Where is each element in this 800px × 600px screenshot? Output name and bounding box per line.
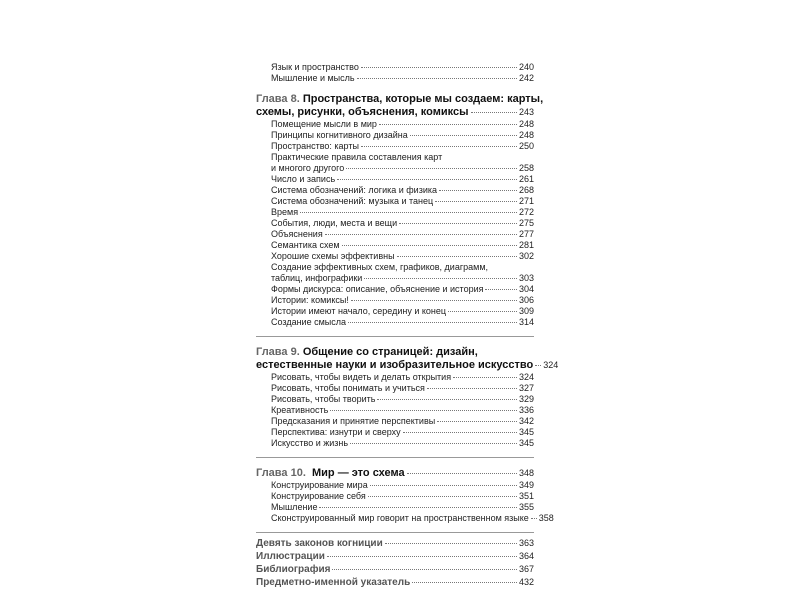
dot-leader xyxy=(453,377,517,378)
toc-entry-title: Формы дискурса: описание, объяснение и история xyxy=(271,284,484,294)
toc-entry-title: Объяснения xyxy=(271,229,323,239)
toc-page-number: 242 xyxy=(518,73,534,83)
dot-leader xyxy=(348,322,517,323)
toc-page-number: 367 xyxy=(518,564,534,574)
back-matter xyxy=(256,537,534,589)
dot-leader xyxy=(319,507,517,508)
dot-leader xyxy=(379,124,517,125)
toc-entry xyxy=(256,394,534,405)
toc-page-number: 327 xyxy=(518,383,534,393)
toc-entry-title: Рисовать, чтобы творить xyxy=(271,394,376,404)
dot-leader xyxy=(403,432,517,433)
toc-page-number: 277 xyxy=(518,229,534,239)
toc-entry xyxy=(256,207,534,218)
dot-leader xyxy=(427,388,517,389)
chapter-heading-row xyxy=(256,106,534,119)
section-divider xyxy=(256,532,534,533)
toc-entry-title: Рисовать, чтобы понимать и учиться xyxy=(271,383,425,393)
toc-entry-title-line: Практические правила составления карт xyxy=(271,152,443,162)
toc-entry xyxy=(256,273,534,284)
toc-entry-title: Истории имеют начало, середину и конец xyxy=(271,306,447,316)
toc-entry xyxy=(256,372,534,383)
dot-leader xyxy=(350,443,517,444)
toc-entry xyxy=(256,130,534,141)
toc-page-number: 351 xyxy=(518,491,534,501)
toc-entry-title: Мышление и мысль xyxy=(271,73,355,83)
toc-entry-title: Сконструированный мир говорит на пространственном языке xyxy=(271,513,529,523)
toc-entry-title: Искусство и жизнь xyxy=(271,438,349,448)
dot-leader xyxy=(368,496,517,497)
chapter-title: Общение со страницей: дизайн, xyxy=(302,346,478,358)
chapter-heading-row xyxy=(256,467,534,480)
dot-leader xyxy=(364,278,517,279)
toc-entry xyxy=(256,438,534,449)
toc-page-number: 309 xyxy=(518,306,534,316)
chapter-title: Пространства, которые мы создаем: карты, xyxy=(302,93,544,105)
dot-leader xyxy=(531,518,537,519)
toc-entry-title: Конструирование себя xyxy=(271,491,366,501)
toc-page-number: 303 xyxy=(518,273,534,283)
dot-leader xyxy=(346,168,517,169)
toc-page-number: 275 xyxy=(518,218,534,228)
toc-entry-title: Язык и пространство xyxy=(271,62,359,72)
toc-page-number: 261 xyxy=(518,174,534,184)
dot-leader xyxy=(485,289,516,290)
toc-page-number: 304 xyxy=(518,284,534,294)
toc-entry-title: Библиография xyxy=(256,564,331,575)
chapter-block xyxy=(256,346,559,449)
dot-leader xyxy=(300,212,517,213)
toc-page-number: 248 xyxy=(518,119,534,129)
toc-entry xyxy=(256,317,534,328)
toc-page-number: 258 xyxy=(518,163,534,173)
toc-page-number: 336 xyxy=(518,405,534,415)
toc-entry xyxy=(256,119,534,130)
toc-entry xyxy=(256,295,534,306)
dot-leader xyxy=(357,78,517,79)
chapter-label: Глава 9. xyxy=(256,346,303,358)
toc-page-number: 324 xyxy=(518,372,534,382)
toc-entry xyxy=(256,62,534,73)
toc-entry-title: Предсказания и принятие перспективы xyxy=(271,416,436,426)
chapter-page-number: 348 xyxy=(518,468,534,478)
toc-entry xyxy=(256,513,554,524)
toc-page-number: 355 xyxy=(518,502,534,512)
toc-entry xyxy=(256,502,534,513)
toc-entry xyxy=(256,73,534,84)
dot-leader xyxy=(412,582,517,583)
chapter-title: Мир — это схема xyxy=(312,467,405,479)
dot-leader xyxy=(535,365,541,366)
chapter-heading xyxy=(256,93,544,106)
toc-entry-title: Пространство: карты xyxy=(271,141,359,151)
dot-leader xyxy=(351,300,517,301)
toc-entry-title: Система обозначений: музыка и танец xyxy=(271,196,434,206)
dot-leader xyxy=(471,112,517,113)
toc-entry-title: и многого другого xyxy=(271,163,345,173)
toc-page-number: 364 xyxy=(518,551,534,561)
back-matter-entry xyxy=(256,550,534,563)
toc-entry-title: Число и запись xyxy=(271,174,336,184)
dot-leader xyxy=(407,473,517,474)
toc-page-number: 272 xyxy=(518,207,534,217)
toc-entry-title: Принципы когнитивного дизайна xyxy=(271,130,408,140)
dot-leader xyxy=(332,569,517,570)
dot-leader xyxy=(435,201,517,202)
toc-entry-title: Мышление xyxy=(271,502,318,512)
section-divider xyxy=(256,457,534,458)
toc-entry-title: Семантика схем xyxy=(271,240,340,250)
chapter-title: естественные науки и изобразительное искусство xyxy=(256,359,534,371)
toc-entry-title: События, люди, места и вещи xyxy=(271,218,398,228)
toc-entry xyxy=(256,405,534,416)
chapter-label: Глава 10. xyxy=(256,467,312,479)
dot-leader xyxy=(410,135,517,136)
dot-leader xyxy=(361,146,517,147)
toc-entry xyxy=(256,480,534,491)
toc-entry xyxy=(256,141,534,152)
toc-entry xyxy=(256,185,534,196)
table-of-contents xyxy=(256,62,559,589)
chapter-title: схемы, рисунки, объяснения, комиксы xyxy=(256,106,469,118)
chapter-block xyxy=(256,467,554,524)
toc-entry-title: Время xyxy=(271,207,299,217)
back-matter-entry xyxy=(256,563,534,576)
toc-entry xyxy=(256,218,534,229)
dot-leader xyxy=(327,556,517,557)
toc-entry xyxy=(256,229,534,240)
toc-entry-title: Девять законов когниции xyxy=(256,538,383,549)
toc-entry xyxy=(256,240,534,251)
dot-leader xyxy=(361,67,517,68)
toc-entry-title: Конструирование мира xyxy=(271,480,368,490)
toc-entry-title: Предметно-именной указатель xyxy=(256,577,411,588)
dot-leader xyxy=(399,223,517,224)
toc-page-number: 306 xyxy=(518,295,534,305)
toc-page-number: 240 xyxy=(518,62,534,72)
toc-entry xyxy=(256,251,534,262)
dot-leader xyxy=(337,179,517,180)
toc-entry-title: Помещение мысли в мир xyxy=(271,119,377,129)
dot-leader xyxy=(325,234,517,235)
section-divider xyxy=(256,336,534,337)
toc-entry xyxy=(256,163,534,174)
toc-page-number: 248 xyxy=(518,130,534,140)
toc-page-number: 349 xyxy=(518,480,534,490)
toc-entry-title: Система обозначений: логика и физика xyxy=(271,185,437,195)
toc-page-number: 345 xyxy=(518,427,534,437)
toc-entry xyxy=(256,491,534,502)
toc-entry-title-line: Создание эффективных схем, графиков, диаграмм, xyxy=(271,262,489,272)
dot-leader xyxy=(385,543,517,544)
toc-page-number: 342 xyxy=(518,416,534,426)
toc-page-number: 314 xyxy=(518,317,534,327)
toc-entry-title: Креативность xyxy=(271,405,329,415)
toc-entry-title: Рисовать, чтобы видеть и делать открытия xyxy=(271,372,452,382)
toc-page-number: 358 xyxy=(538,513,554,523)
toc-entry xyxy=(256,284,534,295)
toc-entry-title: Иллюстрации xyxy=(256,551,325,562)
toc-page-number: 268 xyxy=(518,185,534,195)
toc-entry xyxy=(256,306,534,317)
toc-entry xyxy=(256,427,534,438)
chapter-label: Глава 8. xyxy=(256,93,303,105)
toc-entry-title: Хорошие схемы эффективны xyxy=(271,251,395,261)
chapter-page-number: 243 xyxy=(518,107,534,117)
toc-page-number: 432 xyxy=(518,577,534,587)
dot-leader xyxy=(370,485,517,486)
dot-leader xyxy=(397,256,517,257)
chapter-page-number: 324 xyxy=(543,360,559,370)
toc-entry xyxy=(256,416,534,427)
toc-entry-title: Истории: комиксы! xyxy=(271,295,349,305)
chapter-heading-row xyxy=(256,359,559,372)
dot-leader xyxy=(439,190,517,191)
toc-entry xyxy=(256,383,534,394)
toc-entry-title: Перспектива: изнутри и сверху xyxy=(271,427,401,437)
chapter-block xyxy=(256,93,544,328)
toc-entry xyxy=(256,196,534,207)
toc-page-number: 281 xyxy=(518,240,534,250)
toc-page-number: 302 xyxy=(518,251,534,261)
dot-leader xyxy=(377,399,517,400)
dot-leader xyxy=(342,245,517,246)
chapter-heading xyxy=(256,346,534,359)
toc-page-number: 329 xyxy=(518,394,534,404)
dot-leader xyxy=(448,311,517,312)
toc-entry xyxy=(256,174,534,185)
toc-entry-title: Создание смысла xyxy=(271,317,347,327)
toc-page-number: 363 xyxy=(518,538,534,548)
toc-page-number: 345 xyxy=(518,438,534,448)
toc-page-number: 250 xyxy=(518,141,534,151)
toc-page-number: 271 xyxy=(518,196,534,206)
dot-leader xyxy=(330,410,517,411)
back-matter-entry xyxy=(256,576,534,589)
toc-entry-title: таблиц, инфографики xyxy=(271,273,363,283)
dot-leader xyxy=(437,421,517,422)
back-matter-entry xyxy=(256,537,534,550)
